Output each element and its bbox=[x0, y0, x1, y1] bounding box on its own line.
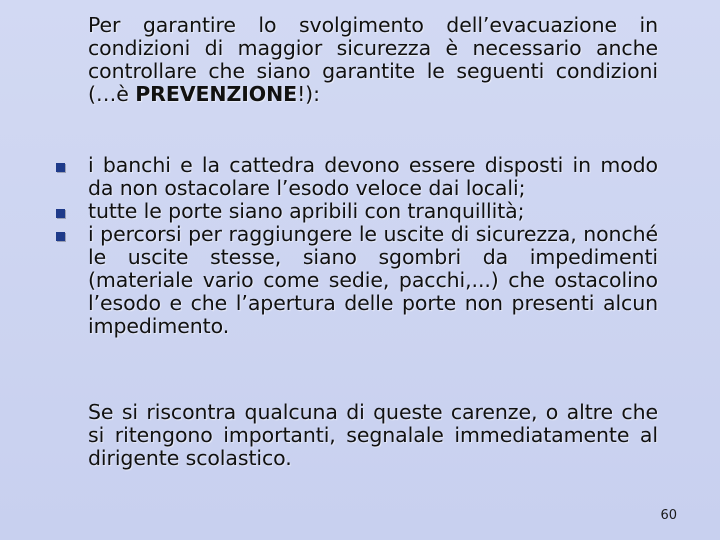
intro-paragraph bbox=[88, 14, 658, 106]
list-item bbox=[0, 154, 658, 200]
intro-text: Per garantire lo svolgimento dell’evacuazione in condizioni di maggior sicurezza è necessario anche controllare che siano garantite le seguenti condizioni (…è bbox=[88, 13, 658, 106]
square-bullet-icon bbox=[56, 163, 65, 172]
page-number: 60 bbox=[660, 508, 677, 523]
list-item bbox=[0, 200, 658, 223]
square-bullet-icon bbox=[56, 232, 65, 241]
list-item-text: tutte le porte siano apribili con tranquillità; bbox=[88, 199, 525, 223]
square-bullet-icon bbox=[56, 209, 65, 218]
list-item-text: i banchi e la cattedra devono essere disposti in modo da non ostacolare l’esodo veloce dai locali; bbox=[88, 153, 658, 200]
outro-text: Se si riscontra qualcuna di queste carenze, o altre che si ritengono importanti, segnalale immediatamente al dirigente scolastico. bbox=[88, 400, 658, 470]
conditions-list bbox=[0, 154, 720, 338]
intro-emphasis: PREVENZIONE bbox=[135, 82, 298, 106]
list-item-text: i percorsi per raggiungere le uscite di sicurezza, nonché le uscite stesse, siano sgombri da impedimenti (materiale vario come sedie, pacchi,...) che ostacolino l’esodo e che l’apertura delle porte non presenti alcun impedimento. bbox=[88, 222, 658, 338]
intro-text-end: !): bbox=[297, 82, 320, 106]
list-item bbox=[0, 223, 658, 338]
outro-paragraph bbox=[88, 401, 658, 470]
